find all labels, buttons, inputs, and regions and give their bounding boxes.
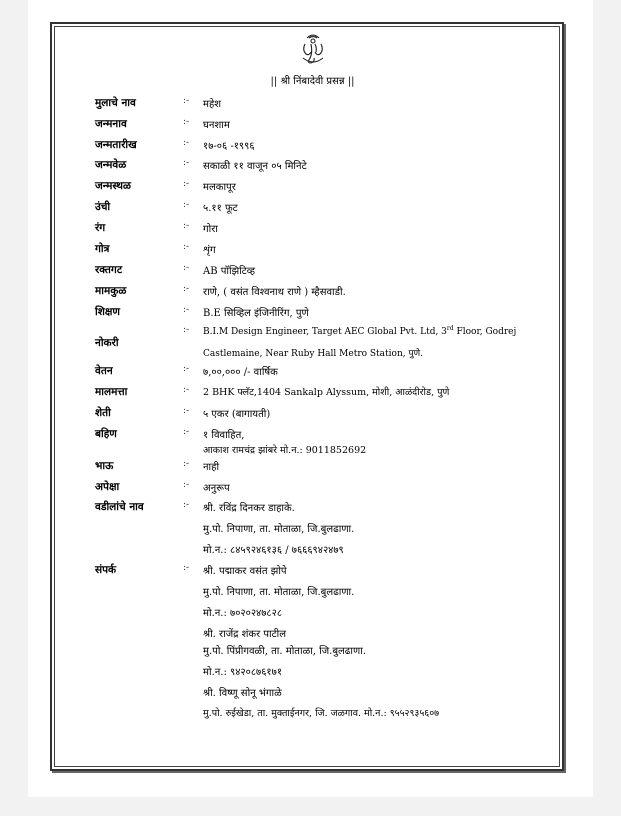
label-birth-time: जन्मवेळ [95,159,127,171]
value-gotra: शृंग [203,245,216,256]
separator: :- [183,385,190,395]
value-job-line1: B.I.M Design Engineer, Target AEC Global Pvt. Ltd, 3rd Floor, Godrej [203,325,517,337]
separator: :- [183,242,190,252]
ganesha-icon [297,32,329,66]
value-birth-time: सकाळी ११ वाजून ०५ मिनिटे [203,161,307,172]
value-salary: ७,००,००० /- वार्षिक [203,367,278,378]
separator: :- [183,200,190,210]
label-contact: संपर्क [95,564,117,576]
value-contact-line: मु.पो. रुईखेडा, ता. मुक्ताईनगर, जि. जळगाव. मो.न.: ९५५२९३५६०७ [203,708,440,719]
value-contact-line: श्री. पद्माकर वसंत झोपे [203,566,287,577]
separator: :- [183,427,190,437]
value-education: B.E सिव्हिल इंजिनीरिंग, पुणे [203,308,309,319]
value-property: 2 BHK फ्लॅट,1404 Sankalp Alyssum, मोशी, आळंदीरोड, पुणे [203,387,450,398]
separator: :- [183,263,190,273]
separator: :- [183,364,190,374]
value-contact-line: श्री. विष्णू सोनू भंगाळे [203,688,282,699]
separator: :- [183,325,190,335]
label-birth-date: जन्मतारीख [95,139,137,151]
value-father-line: श्री. रविंद्र दिनकर डाहाके. [203,503,295,514]
value-birth-name: घनशाम [203,120,230,131]
value-father-line: मु.पो. निपाणा, ता. मोताळा, जि.बुलढाणा. [203,524,355,535]
label-gotra: गोत्र [95,243,110,255]
label-birth-place: जन्मस्थळ [95,180,131,192]
value-complexion: गोरा [203,224,218,235]
separator: :- [183,305,190,315]
value-child-name: महेश [203,99,222,110]
label-expectation: अपेक्षा [95,481,120,493]
value-height: ५.११ फूट [203,203,238,214]
value-contact-line: मो.न.: ९४२०८७६१७१ [203,667,283,678]
label-education: शिक्षण [95,306,120,318]
value-contact-line: श्री. राजेंद्र शंकर पाटील [203,629,287,640]
label-salary: वेतन [95,365,113,377]
value-sister-line2: आकाश रामचंद्र झांबरे मो.न.: 9011852692 [203,445,367,456]
value-brother: नाही [203,462,220,473]
label-job: नोकरी [95,337,119,349]
label-complexion: रंग [95,222,106,234]
separator: :- [183,96,190,106]
label-father: वडीलांचे नाव [95,501,144,513]
value-farm: ५ एकर (बागायती) [203,409,271,420]
value-birth-date: १७-०६ -१९९६ [203,141,255,152]
value-maternal-family: राणे, ( वसंत विश्वनाथ राणे ) म्हैसवाडी. [203,287,346,298]
value-job-line2: Castlemaine, Near Ruby Hall Metro Station, पुणे. [203,349,423,359]
label-height: उंची [95,201,111,213]
value-blood-group: AB पॉझिटिव्ह [203,266,255,277]
value-contact-line: मु.पो. निपाणा, ता. मोताळा, जि.बुलढाणा. [203,587,355,598]
separator: :- [183,221,190,231]
label-birth-name: जन्मनाव [95,118,127,130]
separator: :- [183,179,190,189]
label-sister: बहिण [95,428,117,440]
value-birth-place: मलकापूर [203,182,236,193]
separator: :- [183,406,190,416]
separator: :- [183,459,190,469]
label-maternal-family: मामकुळ [95,285,127,297]
value-father-line: मो.न.: ८४५९२४६१३६ / ७६६६९४२४७९ [203,545,344,556]
value-contact-line: मु.पो. पिंप्रीगवळी, ता. मोताळा, जि.बुलढाणा. [203,646,367,657]
value-sister-line1: १ विवाहित, [203,430,245,441]
separator: :- [183,284,190,294]
label-brother: भाऊ [95,460,114,472]
separator: :- [183,563,190,573]
separator: :- [183,500,190,510]
label-child-name: मुलाचे नाव [95,97,136,109]
label-blood-group: रक्तगट [95,264,123,276]
label-property: मालमत्ता [95,386,128,398]
separator: :- [183,138,190,148]
value-contact-line: मो.न.: ७०२०२४७८२८ [203,608,283,619]
label-farm: शेती [95,407,111,419]
separator: :- [183,480,190,490]
separator: :- [183,158,190,168]
separator: :- [183,117,190,127]
blessing-text: || श्री निंबादेवी प्रसन्न || [270,76,355,87]
value-expectation: अनुरूप [203,483,230,494]
